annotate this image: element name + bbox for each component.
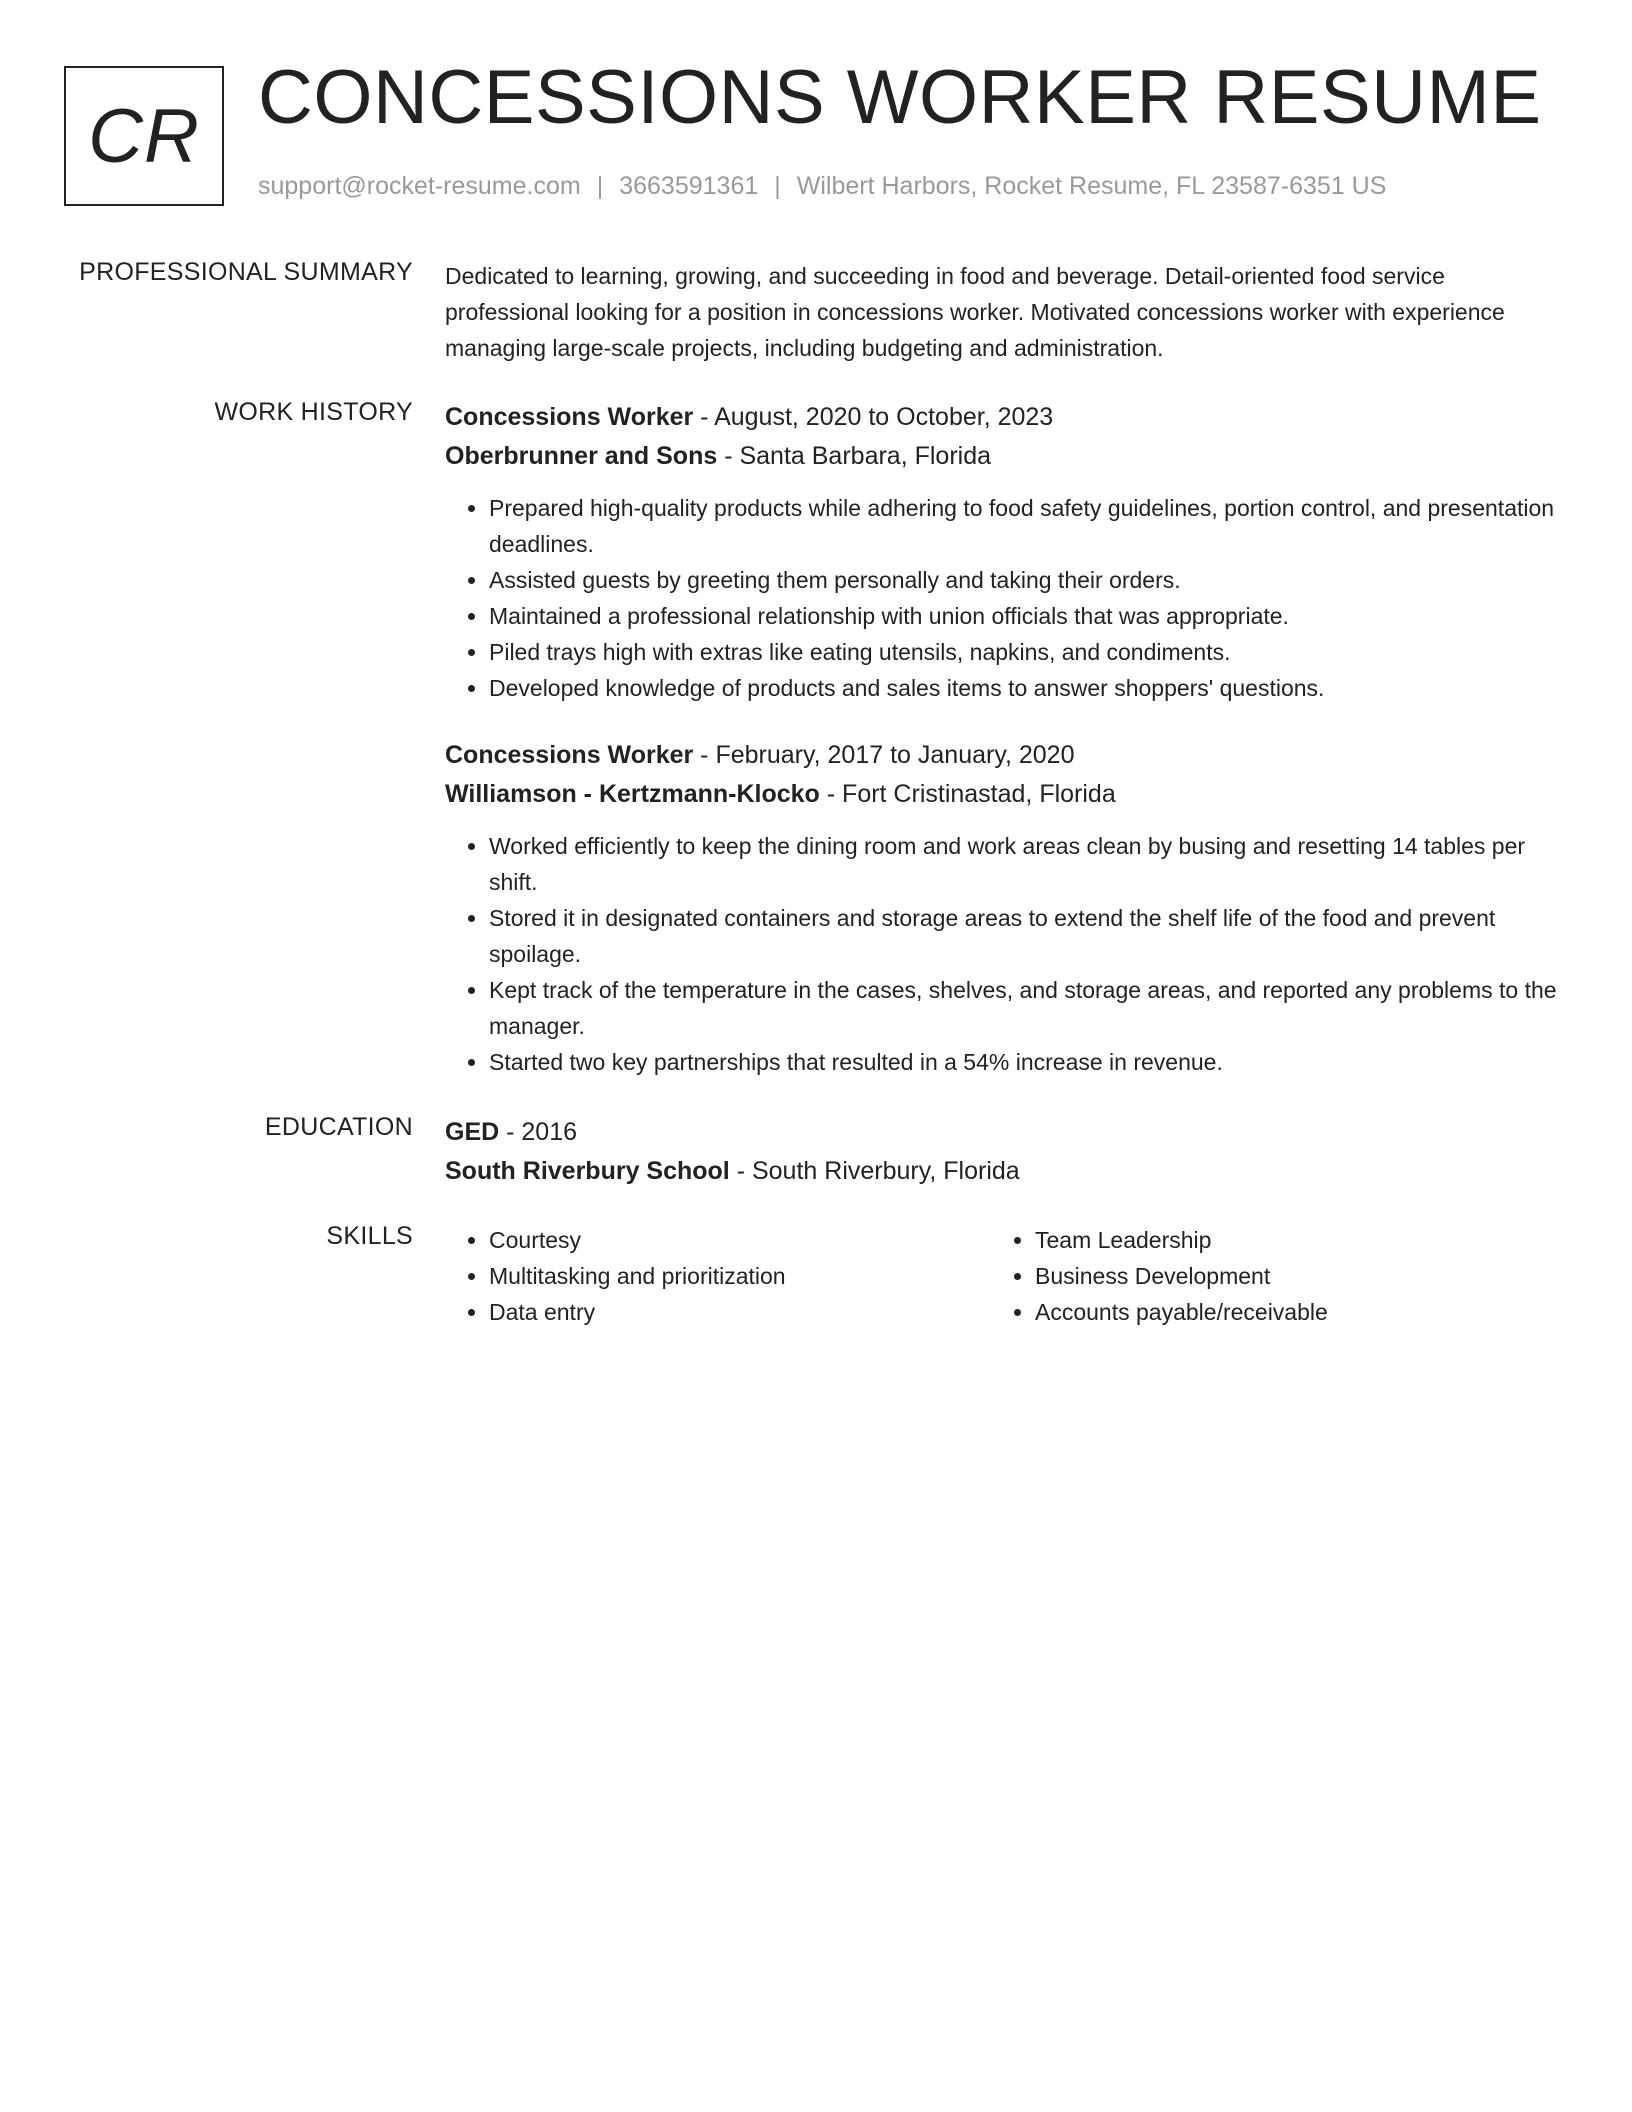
skill-item: • Accounts payable/receivable — [1035, 1294, 1537, 1330]
job-bullet: • Piled trays high with extras like eating utensils, napkins, and condiments. — [489, 634, 1560, 670]
education-degree: GED — [445, 1118, 500, 1146]
job-bullet: • Kept track of the temperature in the cases, shelves, and storage areas, and reported any problems to the manager. — [489, 972, 1560, 1044]
job-entry — [445, 736, 1560, 1080]
skill-item: • Courtesy — [489, 1222, 991, 1258]
job-title: Concessions Worker — [445, 403, 694, 431]
job-bullet: • Started two key partnerships that resulted in a 54% increase in revenue. — [489, 1044, 1560, 1080]
job-company: Williamson - Kertzmann-Klocko — [445, 780, 820, 808]
skill-item: • Team Leadership — [1035, 1222, 1537, 1258]
skill-item: • Data entry — [489, 1294, 991, 1330]
skill-item: • Business Development — [1035, 1258, 1537, 1294]
job-location: - Santa Barbara, Florida — [717, 442, 992, 470]
summary-text: Dedicated to learning, growing, and succeeding in food and beverage. Detail-oriented food service professional looking for a position in concessions worker. Motivated concessions worker with experience managing large-scale projects, including budgeting and administration. — [445, 263, 1505, 361]
skills-body — [445, 1222, 1560, 1330]
job-bullet: • Worked efficiently to keep the dining room and work areas clean by busing and resetting 14 tables per shift. — [489, 828, 1560, 900]
education-location: - South Riverbury, Florida — [729, 1157, 1020, 1185]
job-company: Oberbrunner and Sons — [445, 442, 718, 470]
job-bullet-list — [445, 490, 1560, 706]
job-company-line — [445, 437, 1560, 476]
job-dates: - February, 2017 to January, 2020 — [693, 741, 1075, 769]
section-heading-summary: PROFESSIONAL SUMMARY — [79, 258, 413, 286]
contact-email: support@rocket-resume.com — [258, 172, 581, 200]
section-heading-skills: SKILLS — [326, 1222, 413, 1250]
education-school: South Riverbury School — [445, 1157, 730, 1185]
resume-title: CONCESSIONS WORKER RESUME — [258, 55, 1542, 140]
job-bullet-list — [445, 828, 1560, 1080]
job-bullet: • Developed knowledge of products and sales items to answer shoppers' questions. — [489, 670, 1560, 706]
job-bullet: • Maintained a professional relationship with union officials that was appropriate. — [489, 598, 1560, 634]
job-entry — [445, 398, 1560, 706]
education-degree-line — [445, 1113, 1560, 1152]
job-title-line — [445, 398, 1560, 437]
education-school-line — [445, 1152, 1560, 1191]
job-title-line — [445, 736, 1560, 775]
job-location: - Fort Cristinastad, Florida — [819, 780, 1116, 808]
education-body — [445, 1113, 1560, 1191]
skill-item: • Multitasking and prioritization — [489, 1258, 991, 1294]
job-bullet: • Assisted guests by greeting them personally and taking their orders. — [489, 562, 1560, 598]
monogram-logo: CR — [64, 66, 224, 206]
skills-list-right — [991, 1222, 1537, 1330]
contact-phone: 3663591361 — [619, 172, 759, 200]
education-year: - 2016 — [499, 1118, 578, 1146]
job-company-line — [445, 775, 1560, 814]
contact-line — [258, 172, 1386, 201]
job-dates: - August, 2020 to October, 2023 — [693, 403, 1054, 431]
section-heading-education: EDUCATION — [264, 1113, 413, 1141]
work-history-body — [445, 398, 1560, 1110]
skills-list-left — [445, 1222, 991, 1330]
job-bullet: • Stored it in designated containers and storage areas to extend the shelf life of the food and prevent spoilage. — [489, 900, 1560, 972]
contact-separator: | — [774, 172, 781, 200]
job-bullet: • Prepared high-quality products while adhering to food safety guidelines, portion control, and presentation deadlines. — [489, 490, 1560, 562]
section-heading-work-history: WORK HISTORY — [214, 398, 413, 426]
contact-address: Wilbert Harbors, Rocket Resume, FL 23587-6351 US — [796, 172, 1387, 200]
contact-separator: | — [596, 172, 604, 200]
job-title: Concessions Worker — [445, 741, 694, 769]
